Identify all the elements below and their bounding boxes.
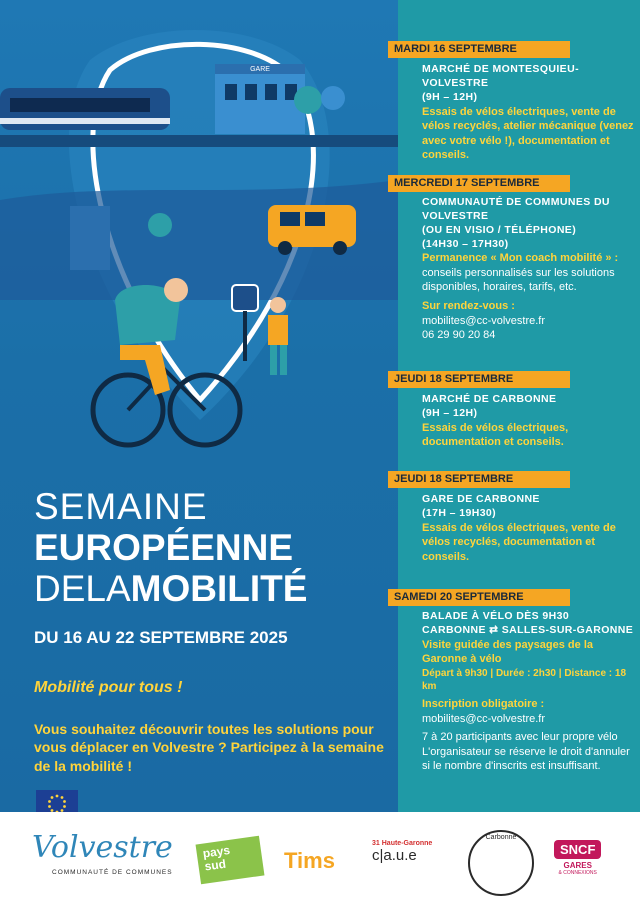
caue-logo [372, 840, 432, 864]
event-5-inscription-title: Inscription obligatoire : [422, 698, 545, 711]
event-3-date: JEUDI 18 SEPTEMBRE [388, 371, 570, 388]
title-line-2: EUROPÉENNE [34, 527, 294, 568]
event-2-date: MERCREDI 17 SEPTEMBRE [388, 175, 570, 192]
title-line-3 [34, 570, 307, 607]
carbonne-name: Carbonne [485, 834, 517, 841]
event-2-hours: (14H30 – 17H30) [422, 237, 509, 250]
sncf-name: SNCF [554, 840, 601, 859]
footer [0, 812, 640, 907]
event-3-hours: (9H – 12H) [422, 406, 478, 419]
event-1-date: MARDI 16 SEPTEMBRE [388, 41, 570, 58]
event-2-phone[interactable]: 06 29 90 20 84 [422, 329, 496, 342]
title-line-3-thin: DELA [34, 568, 131, 609]
event-5-note: L'organisateur se réserve le droit d'annuler si le nombre d'inscrits est insuffisant. [422, 745, 630, 773]
event-5-desc: Visite guidée des paysages de la Garonne à vélo [422, 638, 593, 666]
event-4-place: GARE DE CARBONNE [422, 493, 540, 505]
event-4-desc: Essais de vélos électriques, vente de vélos recyclés, documentation et conseils. [422, 521, 616, 563]
station-sign: GARE [250, 66, 270, 73]
event-dates: DU 16 AU 22 SEPTEMBRE 2025 [34, 628, 288, 647]
sncf-logo [554, 840, 601, 876]
volvestre-name: Volvestre [32, 830, 173, 865]
sncf-sub2: & CONNEXIONS [558, 870, 597, 876]
caue-num: 31 [372, 840, 380, 847]
event-1-hours: (9H – 12H) [422, 90, 478, 103]
event-4-date: JEUDI 18 SEPTEMBRE [388, 471, 570, 488]
pays-sud-logo [196, 836, 265, 885]
caue-name: c|a.u.e [372, 847, 417, 864]
slogan: Mobilité pour tous ! [34, 679, 183, 696]
event-5-body [422, 610, 634, 774]
title-line-3-bold: MOBILITÉ [130, 568, 308, 609]
event-5-details: Départ à 9h30 | Durée : 2h30 | Distance : 18 km [422, 667, 627, 692]
event-2-place: COMMUNAUTÉ DE COMMUNES DU VOLVESTRE [422, 196, 610, 222]
pays-sud-name: pays sud [201, 842, 231, 874]
volvestre-logo [32, 830, 173, 876]
event-1-desc: Essais de vélos électriques, vente de vélos recyclés, atelier mécanique (venez avec votre vélo !), documentation et conseils. [422, 105, 634, 162]
tims-logo: Tims [284, 848, 335, 873]
event-3-place: MARCHÉ DE CARBONNE [422, 393, 557, 405]
event-2-desc-title: Permanence « Mon coach mobilité » : [422, 252, 619, 265]
caue-region: Haute-Garonne [381, 840, 433, 847]
intro-text: Vous souhaitez découvrir toutes les solutions pour vous déplacer en Volvestre ? Participez à la semaine de la mobilité ! [34, 721, 384, 774]
event-4-body [422, 493, 634, 564]
event-5-place: BALADE À VÉLO DÈS 9H30 [422, 610, 570, 622]
sncf-sub1: GARES [563, 861, 592, 870]
event-2-rdv-title: Sur rendez-vous : [422, 299, 515, 312]
mobility-illustration [0, 0, 398, 470]
event-2-body [422, 196, 634, 343]
event-4-hours: (17H – 19H30) [422, 506, 497, 519]
event-2-email[interactable]: mobilites@cc-volvestre.fr [422, 314, 546, 327]
event-1-place: MARCHÉ DE MONTESQUIEU-VOLVESTRE [422, 63, 579, 89]
event-5-date: SAMEDI 20 SEPTEMBRE [388, 589, 570, 606]
event-2-mode: (OU EN VISIO / TÉLÉPHONE) [422, 223, 577, 236]
carbonne-logo [468, 830, 534, 896]
volvestre-sub: COMMUNAUTÉ DE COMMUNES [52, 869, 173, 876]
main-title [34, 488, 307, 607]
title-line-1: SEMAINE [34, 486, 208, 527]
event-5-route: CARBONNE ⇄ SALLES-SUR-GARONNE [422, 623, 634, 636]
event-1-body [422, 63, 634, 163]
event-5-email[interactable]: mobilites@cc-volvestre.fr [422, 712, 546, 725]
event-3-body [422, 393, 634, 450]
event-2-desc: conseils personnalisés sur les solutions disponibles, horaires, tarifs, etc. [422, 266, 615, 294]
event-3-desc: Essais de vélos électriques, documentation et conseils. [422, 421, 569, 449]
event-5-participants: 7 à 20 participants avec leur propre vélo [422, 731, 618, 744]
